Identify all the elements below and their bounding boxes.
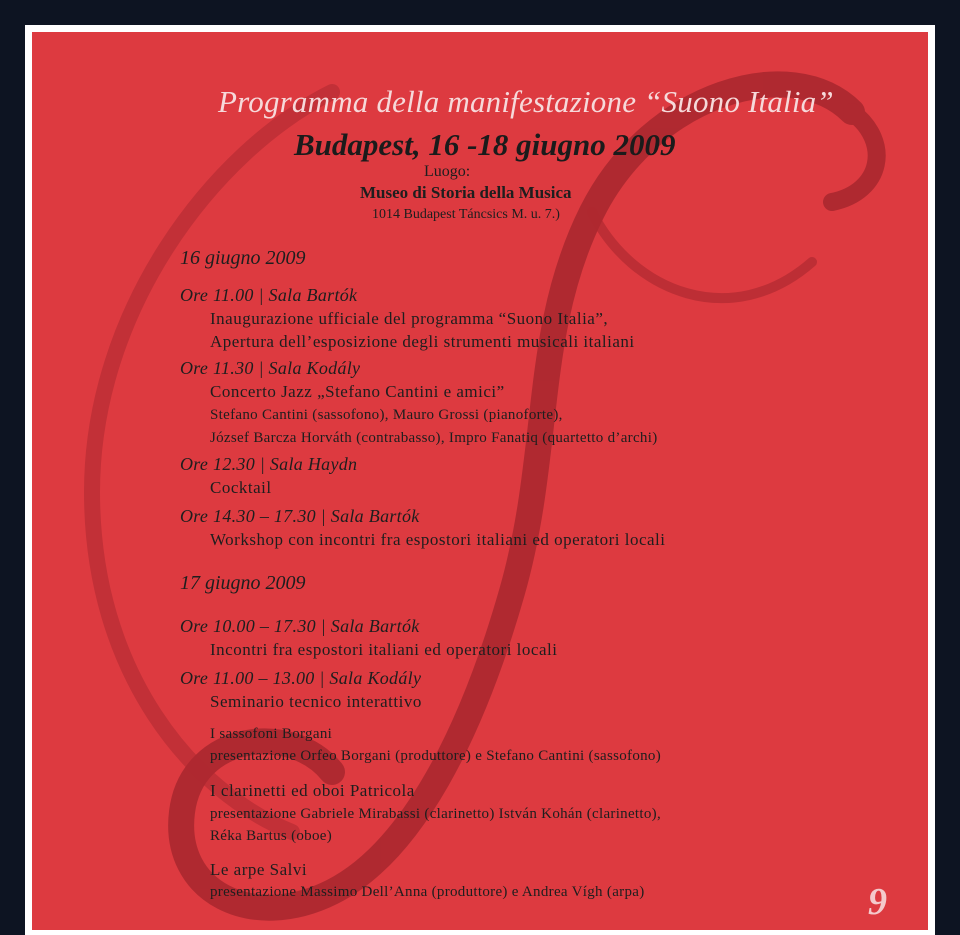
presentation1-line1: presentazione Orfeo Borgani (produttore) e Stefano Cantini (sassofono) [210,748,662,764]
day1-event2-line2: Stefano Cantini (sassofono), Mauro Grossi (pianoforte), [210,407,563,423]
day1-event4-line1: Workshop con incontri fra espostori italiani ed operatori locali [210,530,666,549]
day1-date: 16 giugno 2009 [180,247,306,269]
day1-event1-line2: Apertura dell’esposizione degli strumenti musicali italiani [210,332,635,351]
day1-event2-line3: József Barcza Horváth (contrabasso), Impro Fanatiq (quartetto d’archi) [210,430,658,446]
presentation1-title: I sassofoni Borgani [210,726,333,742]
page-number: 9 [868,881,887,923]
day1-event2-line1: Concerto Jazz „Stefano Cantini e amici” [210,382,505,401]
day1-event1-time: Ore 11.00 | Sala Bartók [180,285,358,305]
event-title: Budapest, 16 -18 giugno 2009 [294,127,676,162]
day1-event1-line1: Inaugurazione ufficiale del programma “Suono Italia”, [210,309,609,328]
day2-date: 17 giugno 2009 [180,572,306,594]
presentation3-line1: presentazione Massimo Dell’Anna (produttore) e Andrea Vígh (arpa) [210,884,645,900]
venue-address: 1014 Budapest Táncsics M. u. 7.) [372,207,560,222]
day2-event2-time: Ore 11.00 – 13.00 | Sala Kodály [180,668,422,688]
program-title: Programma della manifestazione “Suono Italia” [218,84,834,119]
day1-event3-time: Ore 12.30 | Sala Haydn [180,454,358,474]
program-page [32,32,928,930]
day1-event2-time: Ore 11.30 | Sala Kodály [180,358,361,378]
presentation3-title: Le arpe Salvi [210,860,308,879]
day1-event3-line1: Cocktail [210,478,272,497]
presentation2-line1: presentazione Gabriele Mirabassi (clarinetto) István Kohán (clarinetto), [210,806,662,822]
day1-event4-time: Ore 14.30 – 17.30 | Sala Bartók [180,506,420,526]
day2-event1-time: Ore 10.00 – 17.30 | Sala Bartók [180,616,420,636]
presentation2-line2: Réka Bartus (oboe) [210,828,333,844]
day2-event2-line1: Seminario tecnico interattivo [210,692,422,711]
s-monogram-watermark [32,32,928,930]
presentation2-title: I clarinetti ed oboi Patricola [210,781,415,800]
day2-event1-line1: Incontri fra espostori italiani ed operatori locali [210,640,558,659]
venue-label: Luogo: [424,163,471,180]
venue-name: Museo di Storia della Musica [360,183,572,202]
